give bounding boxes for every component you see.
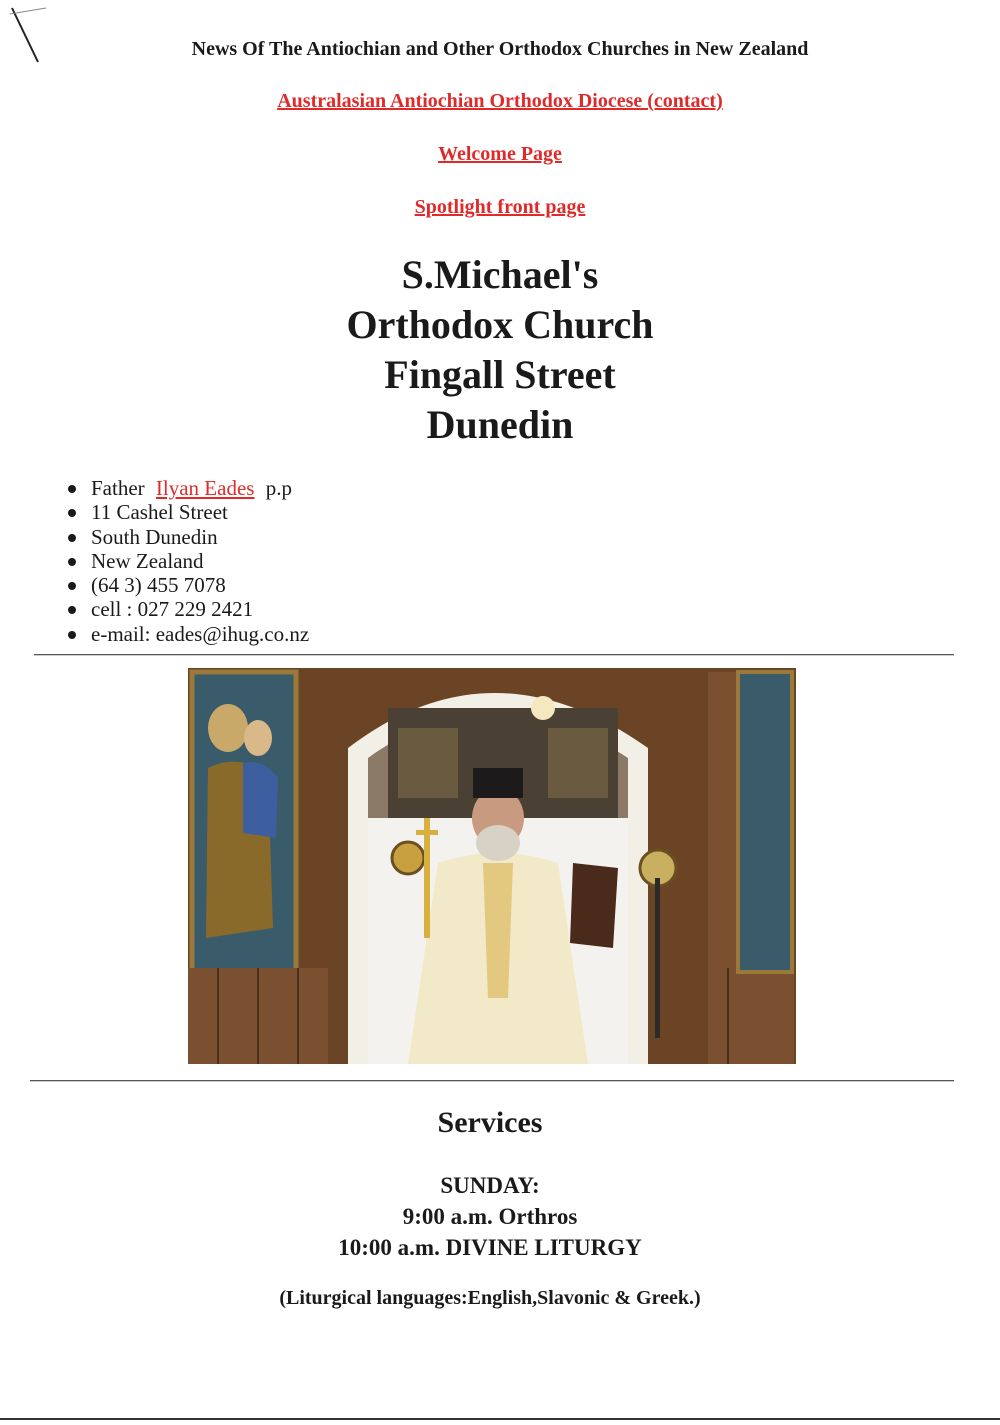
- church-street: Fingall Street: [384, 352, 616, 397]
- contact-cell: cell : 027 229 2421: [66, 597, 309, 621]
- contact-priest: [66, 476, 309, 500]
- spotlight-front-page-link[interactable]: Spotlight front page: [414, 196, 586, 218]
- contact-suburb: South Dunedin: [66, 525, 309, 549]
- church-title: [0, 250, 1000, 450]
- church-type: Orthodox Church: [346, 302, 654, 347]
- welcome-page-link[interactable]: Welcome Page: [438, 143, 562, 165]
- contact-country: New Zealand: [66, 549, 309, 573]
- nav-item-welcome: [0, 143, 1000, 166]
- divider-top: [34, 654, 954, 656]
- contact-street: 11 Cashel Street: [66, 500, 309, 524]
- contact-email: e-mail: eades@ihug.co.nz: [66, 622, 309, 646]
- priest-name-link[interactable]: Ilyan Eades: [155, 476, 255, 500]
- priest-photo-illustration: [188, 668, 796, 1064]
- priest-photo: [188, 668, 796, 1064]
- contact-list: [66, 476, 309, 646]
- scan-bottom-edge: [0, 1418, 1000, 1420]
- church-name: S.Michael's: [401, 252, 599, 297]
- services-heading: Services: [437, 1106, 543, 1139]
- father-suffix: p.p: [265, 476, 292, 500]
- services-schedule: [0, 1170, 980, 1263]
- divider-bottom: [30, 1080, 954, 1082]
- nav-item-diocese: [0, 90, 1000, 113]
- service-orthros: 9:00 a.m. Orthros: [402, 1204, 578, 1229]
- liturgical-languages: (Liturgical languages:English,Slavonic & Greek.): [279, 1287, 701, 1309]
- church-city: Dunedin: [426, 402, 574, 447]
- diocese-contact-link[interactable]: Australasian Antiochian Orthodox Diocese (contact): [277, 90, 723, 112]
- service-liturgy: 10:00 a.m. DIVINE LITURGY: [338, 1235, 642, 1260]
- site-title: News Of The Antiochian and Other Orthodox Churches in New Zealand: [191, 38, 809, 60]
- contact-phone: (64 3) 455 7078: [66, 573, 309, 597]
- nav-item-spotlight: [0, 196, 1000, 219]
- service-day: SUNDAY:: [440, 1173, 540, 1198]
- father-prefix: Father: [91, 476, 145, 500]
